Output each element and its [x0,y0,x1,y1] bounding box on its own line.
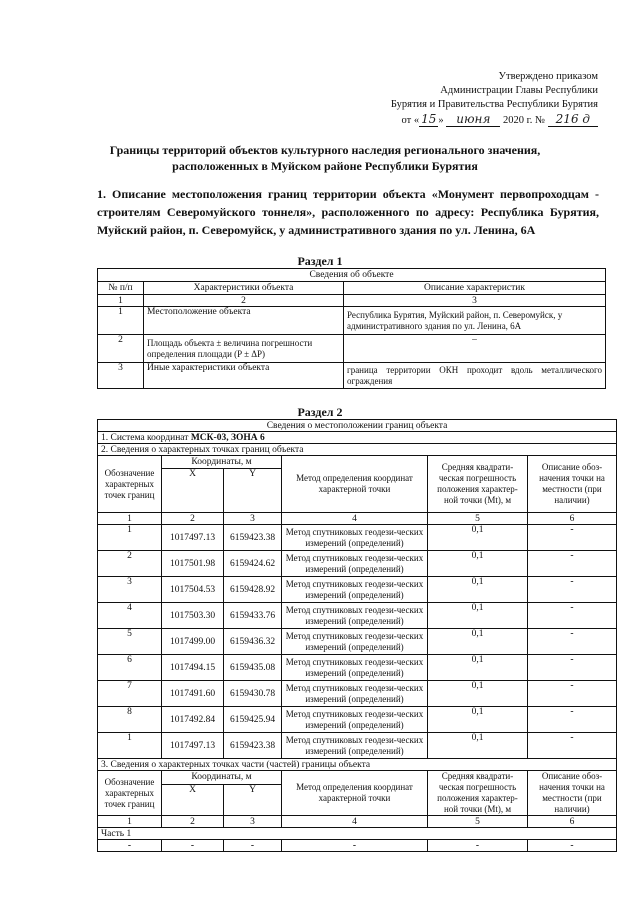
point-description: - [528,629,617,655]
parts-title: 3. Сведения о характерных точках части (частей) границы объекта [98,759,617,771]
approval-number: 216 д [548,112,598,127]
table-row [98,733,617,759]
accuracy: 0,1 [428,733,528,759]
coord-y: 6159436.32 [224,629,282,655]
method: Метод спутниковых геодези-ческих измерений (определений) [282,655,428,681]
coord-x: 1017492.84 [162,707,224,733]
method: Метод спутниковых геодези-ческих измерений (определений) [282,525,428,551]
method: Метод спутниковых геодези-ческих измерений (определений) [282,577,428,603]
coord-x: 1017504.53 [162,577,224,603]
method: Метод спутниковых геодези-ческих измерений (определений) [282,733,428,759]
point-id: 5 [98,629,162,655]
method: Метод спутниковых геодези-ческих измерений (определений) [282,603,428,629]
accuracy: 0,1 [428,681,528,707]
coord-x: 1017501.98 [162,551,224,577]
accuracy: 0,1 [428,629,528,655]
accuracy: 0,1 [428,707,528,733]
boundaries-table: Сведения о местоположении границ объекта 1. Система координат МСК-03, ЗОНА 6 2. Сведения о характерных точках границ объекта Обозначение характерных точек границ Координаты, м Метод определения координат характерной точки Средняя квадрати-ческая погрешность положения характер-ной точки (Mt), м Описание обоз-начения точки на местности (при наличии) X Y 1 2 3 4 5 6 1 1017497.13 6159423.38 Метод спутниковых геодези-ческих измерений (определений) 0,1 - 2 1017501.98 6159424.62 Метод спутниковых геодези-ческих измерений (определений) 0,1 - 3 1017504.53 6159428.92 Метод спутниковых геодези-ческих измерений (определений) 0,1 - 4 1017503.30 6159433.76 Метод спутниковых геодези-ческих измерений (определений) 0,1 - 5 1017499.00 6159436.32 Метод спутниковых геодези-ческих измерений (определений) 0,1 - 6 1017494.15 6159435.08 Метод спутниковых геодези-ческих измерений (определений) 0,1 - 7 1017491.60 6159430.78 Метод спутниковых геодези-ческих измерений (определений) 0,1 - 8 1017492.84 6159425.94 Метод спутниковых геодези-ческих измерений (определений) 0,1 - 1 1017497.13 6159423.38 Метод спутниковых геодези-ческих измерений (определений) 0,1 - 3. Сведения о характерных точках части (частей) границы объекта Обозначение характерных точек границ Координаты, м Метод определения координат характерной точки Средняя квадрати-ческая погрешность положения характер-ной точки (Mt), м Описание обоз-начения точки на местности (при наличии) X Y 1 2 3 4 5 6 Часть 1 - - - - - - [97,419,617,852]
accuracy: 0,1 [428,577,528,603]
table-row: 2 Площадь объекта ± величина погрешности определения площади (P ± ΔP) – [98,335,606,363]
accuracy: 0,1 [428,525,528,551]
part-row: - - - - - - [98,840,617,852]
boundaries-title: Сведения о местоположении границ объекта [98,420,617,432]
coord-x: 1017497.13 [162,525,224,551]
coordinate-system: 1. Система координат МСК-03, ЗОНА 6 [98,432,617,444]
part-label: Часть 1 [98,828,617,840]
table-row: 3 Иные характеристики объекта граница территории ОКН проходит вдоль металлического ограждения [98,363,606,389]
approval-date: от « 15 » июня 2020 г. № 216 д [338,112,598,128]
point-description: - [528,733,617,759]
object-info-table [97,268,606,389]
points-title: 2. Сведения о характерных точках границ объекта [98,444,617,456]
coord-y: 6159435.08 [224,655,282,681]
point-id: 4 [98,603,162,629]
coord-x: 1017503.30 [162,603,224,629]
object-description: 1. Описание местоположения границ территории объекта «Монумент первопроходцам - строителям Северомуйского тоннеля», расположенного по адресу: Республика Бурятия, Муйский район, п. Северомуйск, у административного здания по ул. Ленина, 6А [97,187,599,237]
table-row [98,681,617,707]
coord-x: 1017491.60 [162,681,224,707]
accuracy: 0,1 [428,603,528,629]
coord-y: 6159425.94 [224,707,282,733]
coord-y: 6159424.62 [224,551,282,577]
coord-y: 6159428.92 [224,577,282,603]
point-id: 1 [98,733,162,759]
point-id: 7 [98,681,162,707]
coord-y: 6159423.38 [224,733,282,759]
coord-y: 6159433.76 [224,603,282,629]
col-header: Характеристики объекта [144,282,344,295]
approval-line-1: Утверждено приказом [498,71,598,82]
page-title: Границы территорий объектов культурного наследия регионального значения, расположенных в Муйском районе Республики Бурятия [109,143,541,173]
point-description: - [528,577,617,603]
point-description: - [528,603,617,629]
coord-x: 1017499.00 [162,629,224,655]
section-1-heading: Раздел 1 [297,254,343,268]
col-number: 2 [144,295,344,307]
point-id: 8 [98,707,162,733]
method: Метод спутниковых геодези-ческих измерений (определений) [282,551,428,577]
point-id: 3 [98,577,162,603]
table-row [98,629,617,655]
table-row [98,551,617,577]
approval-day: 15 [421,112,437,126]
object-info-title: Сведения об объекте [98,269,606,282]
coord-x: 1017494.15 [162,655,224,681]
col-number: 1 [98,295,144,307]
col-header: Описание характеристик [344,282,606,295]
table-row [98,577,617,603]
approval-month: июня [446,112,500,127]
coord-y: 6159423.38 [224,525,282,551]
col-header: № п/п [98,282,144,295]
method: Метод спутниковых геодези-ческих измерений (определений) [282,629,428,655]
table-row: 1 Местоположение объекта Республика Бурятия, Муйский район, п. Северомуйск, у административного здания по ул. Ленина, 6А [98,307,606,335]
point-description: - [528,525,617,551]
table-row [98,525,617,551]
section-2-heading: Раздел 2 [297,405,343,419]
approval-stamp [338,70,598,128]
point-id: 6 [98,655,162,681]
point-description: - [528,681,617,707]
table-row [98,655,617,681]
method: Метод спутниковых геодези-ческих измерений (определений) [282,707,428,733]
point-id: 1 [98,525,162,551]
table-row [98,603,617,629]
table-row [98,707,617,733]
approval-line-3: Бурятия и Правительства Республики Бурятия [390,99,598,110]
accuracy: 0,1 [428,655,528,681]
coord-x: 1017497.13 [162,733,224,759]
point-description: - [528,707,617,733]
col-number: 3 [344,295,606,307]
approval-line-2: Администрации Главы Республики [440,85,598,96]
point-description: - [528,655,617,681]
coord-y: 6159430.78 [224,681,282,707]
accuracy: 0,1 [428,551,528,577]
point-description: - [528,551,617,577]
method: Метод спутниковых геодези-ческих измерений (определений) [282,681,428,707]
point-id: 2 [98,551,162,577]
